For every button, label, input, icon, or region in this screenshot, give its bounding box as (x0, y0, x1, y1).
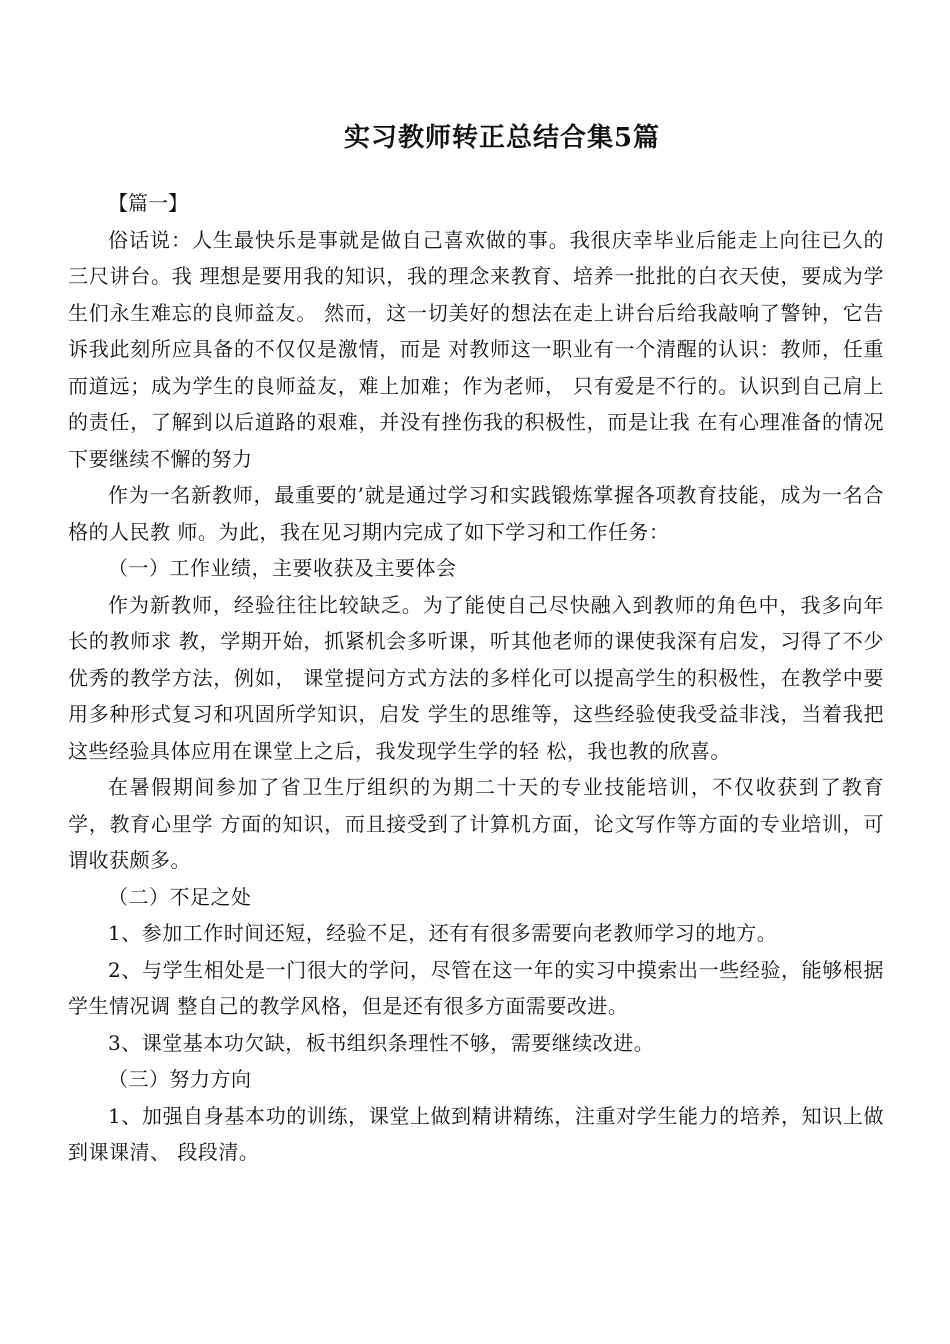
subsection-heading: （一）工作业绩，主要收获及主要体会 (108, 556, 457, 580)
paragraph: 作为一名新教师，最重要的’就是通过学习和实践锻炼掌握各项教育技能，成为一名合格的人民教 师。为此，我在见习期内完成了如下学习和工作任务： (68, 483, 884, 544)
list-item: 3、课堂基本功欠缺，板书组织条理性不够，需要继续改进。 (108, 1030, 655, 1055)
list-item: 2、与学生相处是一门很大的学问，尽管在这一年的实习中摸索出一些经验，能够根据学生情况调 整自己的教学风格，但是还有很多方面需要改进。 (68, 957, 884, 1018)
subsection-heading: （二）不足之处 (108, 884, 252, 909)
list-item: 1、参加工作时间还短，经验不足，还有有很多需要向老教师学习的地方。 (108, 921, 778, 945)
paragraph: 在暑假期间参加了省卫生厅组织的为期二十天的专业技能培训，不仅收获到了教育学，教育心里学 方面的知识，而且接受到了计算机方面，论文写作等方面的专业培训，可谓收获颇多。 (68, 775, 884, 872)
document-body (68, 185, 884, 1171)
paragraph: 俗话说：人生最快乐是事就是做自己喜欢做的事。我很庆幸毕业后能走上向往已久的三尺讲台。我 理想是要用我的知识，我的理念来教育、培养一批批的白衣天使，要成为学生们永生难忘的良师益友。 然而，这一切美好的想法在走上讲台后给我敲响了警钟，它告诉我此刻所应具备的不仅仅是激情，而是 对教师这一职业有一个清醒的认识：教师，任重而道远；成为学生的良师益友，难上加难；作为老师， 只有爱是不行的。认识到自己肩上的责任，了解到以后道路的艰难，并没有挫伤我的积极性，而是让我 在有心理准备的情况下要继续不懈的努力 (68, 227, 884, 471)
section-heading: 【篇一】 (108, 191, 188, 215)
subsection-heading: （三）努力方向 (108, 1067, 252, 1091)
paragraph: 作为新教师，经验往往比较缺乏。为了能使自己尽快融入到教师的角色中，我多向年长的教师求 教，学期开始，抓紧机会多听课，听其他老师的课使我深有启发，习得了不少优秀的教学方法，例如， 课堂提问方式方法的多样化可以提高学生的积极性，在教学中要用多种形式复习和巩固所学知识，启发 学生的思维等，这些经验使我受益非浅，当着我把这些经验具体应用在课堂上之后，我发现学生学的轻 松，我也教的欣喜。 (68, 592, 884, 763)
list-item: 1、加强自身基本功的训练，课堂上做到精讲精练，注重对学生能力的培养，知识上做到课课清、 段段清。 (68, 1103, 884, 1164)
document-title: 实习教师转正总结合集5篇 (343, 123, 661, 154)
